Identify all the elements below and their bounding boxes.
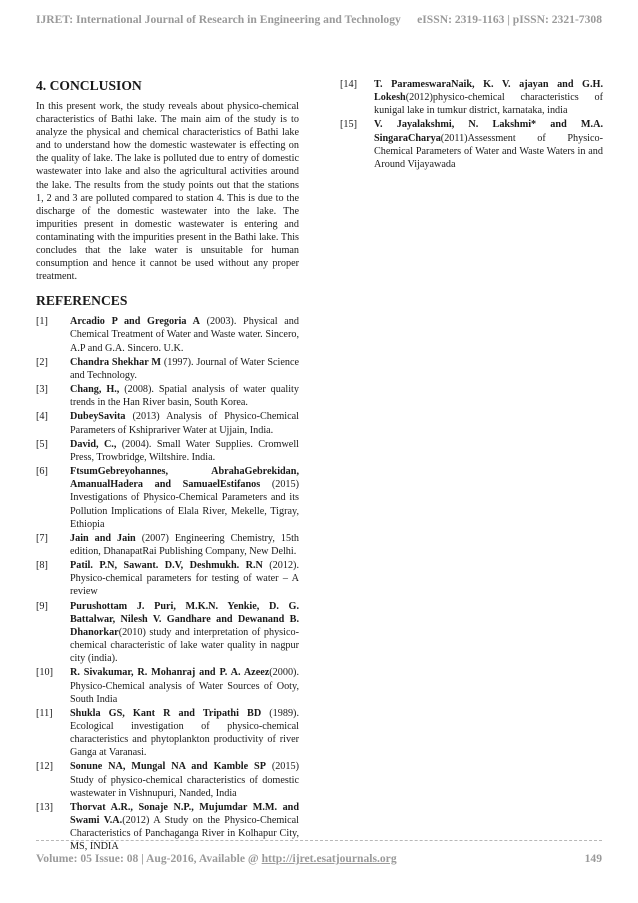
reference-number: [10] (36, 667, 53, 679)
reference-authors: Chang, H., (70, 384, 120, 396)
reference-number: [7] (36, 532, 48, 544)
journal-link[interactable]: http://ijret.esatjournals.org (261, 852, 397, 865)
reference-list-right (340, 78, 603, 171)
reference-authors: V. Jayalakshmi, N. Lakshmi* and M.A. SingaraCharya (374, 119, 603, 144)
reference-text (70, 707, 299, 760)
reference-item (36, 315, 299, 354)
reference-text (70, 801, 299, 854)
reference-text (70, 315, 299, 354)
reference-details: (2015) Investigations of Physico-Chemical Parameters and its Pollution Implications of Elala River, Mekelle, Tigray, Ethiopia (70, 479, 299, 530)
reference-authors: FtsumGebreyohannes, AbrahaGebrekidan, AmanualHadera and SamuaelEstifanos (70, 466, 299, 491)
reference-details: (2007) Engineering Chemistry, 15th edition, DhanapatRai Publishing Company, New Delhi. (70, 532, 299, 557)
reference-number: [12] (36, 761, 53, 773)
reference-authors: R. Sivakumar, R. Mohanraj and P. A. Azeez (70, 667, 270, 679)
reference-number: [8] (36, 560, 48, 572)
reference-authors: Shukla GS, Kant R and Tripathi BD (70, 707, 262, 719)
reference-item (36, 438, 299, 464)
footer-volume (36, 852, 397, 865)
reference-item (36, 465, 299, 531)
journal-title: IJRET: International Journal of Research in Engineering and Technology (36, 13, 401, 26)
reference-number: [3] (36, 384, 48, 396)
footer-divider (36, 840, 602, 841)
left-column (36, 78, 299, 855)
reference-item (36, 356, 299, 382)
reference-text (374, 118, 603, 171)
reference-text (70, 760, 299, 799)
reference-authors: David, C., (70, 438, 117, 450)
reference-details: (2008). Spatial analysis of water quality trends in the Han River basin, South Korea. (70, 384, 299, 409)
reference-details: (2013) Analysis of Physico-Chemical Parameters of Kshiprariver Water at Ujjain, India. (70, 411, 299, 436)
reference-number: [11] (36, 707, 53, 719)
reference-number: [15] (340, 119, 357, 131)
page-number: 149 (584, 852, 602, 865)
references-heading: REFERENCES (36, 293, 128, 309)
reference-details: (2003). Physical and Chemical Treatment of Water and Waste water. Sincero, A.P and G.A. Sincero. U.K. (70, 316, 299, 354)
reference-item (36, 532, 299, 558)
reference-authors: Jain and Jain (70, 532, 136, 544)
reference-item (36, 383, 299, 409)
page-footer (36, 852, 602, 865)
footer-volume-text: Volume: 05 Issue: 08 | Aug-2016, Available @ (36, 852, 262, 865)
reference-item (340, 118, 603, 171)
reference-number: [14] (340, 79, 357, 90)
reference-text (70, 438, 299, 464)
reference-text (374, 78, 603, 117)
reference-authors: Patil. P.N, Sawant. D.V, Deshmukh. R.N (70, 560, 263, 572)
reference-details: (2012) A Study on the Physico-Chemical Characteristics of Panchaganga River in Kolhapur City, MS, INDIA (70, 815, 299, 853)
reference-details: (2000). Physico-Chemical analysis of Water Sources of Ooty, South India (70, 667, 299, 705)
reference-number: [5] (36, 438, 48, 450)
reference-item (36, 760, 299, 799)
right-column (340, 78, 603, 172)
reference-details: (2012)physico-chemical characteristics of kunigal lake in tumkur district, karnataka, india (374, 92, 603, 117)
reference-authors: Purushottam J. Puri, M.K.N. Yenkie, D. G. Battalwar, Nilesh V. Gandhare and Dewanand B. Dhanorkar (70, 600, 299, 638)
reference-text (70, 383, 299, 409)
reference-details: (2012). Physico-chemical parameters for testing of water – A review (70, 560, 300, 598)
reference-item (36, 801, 299, 854)
reference-number: [1] (36, 316, 48, 328)
reference-item (36, 707, 299, 760)
conclusion-text: In this present work, the study reveals about physico-chemical characteristics of Bathi lake. The main aim of the study is to analyze the physical and chemical characteristics of Bathi lake and to understand how the domestic wastewater is effecting on the quality of lake. The lake is polluted due to entry of domestic wastewater into lake and also the agricultural activities around the lake. The results from the study points out that the stations 1, 2 and 3 are polluted compared to station 4. This is due to the discharge of the domestic wastewater into the lake. The impurities present in domestic wastewater is entering and contaminating with the impurities present in the Bathi lake. This concludes that the lake water is unsuitable for human consumption and hence it cannot be used without any proper treatment. (36, 101, 299, 283)
reference-item (36, 559, 299, 598)
reference-item (36, 410, 299, 436)
reference-authors: T. ParameswaraNaik, K. V. ajayan and G.H. Lokesh (374, 79, 603, 104)
reference-details: (2011)Assessment of Physico-Chemical Parameters of Water and Waste Waters in and Around Vijayawada (374, 132, 603, 170)
reference-text (70, 532, 299, 558)
reference-number: [9] (36, 600, 48, 612)
reference-number: [6] (36, 466, 48, 478)
reference-details: (2010) study and interpretation of physico-chemical characteristic of lake water quality in nagpur city (india). (70, 626, 299, 665)
reference-text (70, 356, 299, 382)
reference-text (70, 600, 299, 666)
reference-authors: Arcadio P and Gregoria A (70, 316, 200, 328)
reference-text (70, 410, 299, 436)
reference-authors: Thorvat A.R., Sonaje N.P., Mujumdar M.M. and Swami V.A. (70, 801, 299, 827)
reference-item (36, 600, 299, 666)
reference-authors: Chandra Shekhar M (70, 356, 161, 368)
reference-details: (2015) Study of physico-chemical characteristics of domestic wastewater in Vishnupuri, Nanded, India (70, 761, 299, 799)
reference-details: (1989). Ecological investigation of physico-chemical characteristics and phytoplankton productivity of river Ganga at Varanasi. (70, 707, 299, 759)
reference-number: [4] (36, 411, 48, 423)
reference-item (340, 78, 603, 117)
reference-authors: Sonune NA, Mungal NA and Kamble SP (70, 761, 266, 773)
reference-text (70, 465, 299, 531)
reference-text (70, 666, 299, 705)
issn-info: eISSN: 2319-1163 | pISSN: 2321-7308 (417, 13, 602, 26)
reference-details: (2004). Small Water Supplies. Cromwell Press, Trowbridge, Wiltshire. India. (70, 438, 299, 463)
reference-list-left (36, 315, 299, 853)
reference-authors: DubeySavita (70, 411, 126, 423)
conclusion-heading: 4. CONCLUSION (36, 78, 142, 93)
reference-number: [2] (36, 356, 48, 368)
page-header (36, 13, 602, 26)
reference-number: [13] (36, 801, 53, 813)
reference-text (70, 559, 299, 598)
reference-item (36, 666, 299, 705)
reference-details: (1997). Journal of Water Science and Technology. (70, 356, 299, 381)
